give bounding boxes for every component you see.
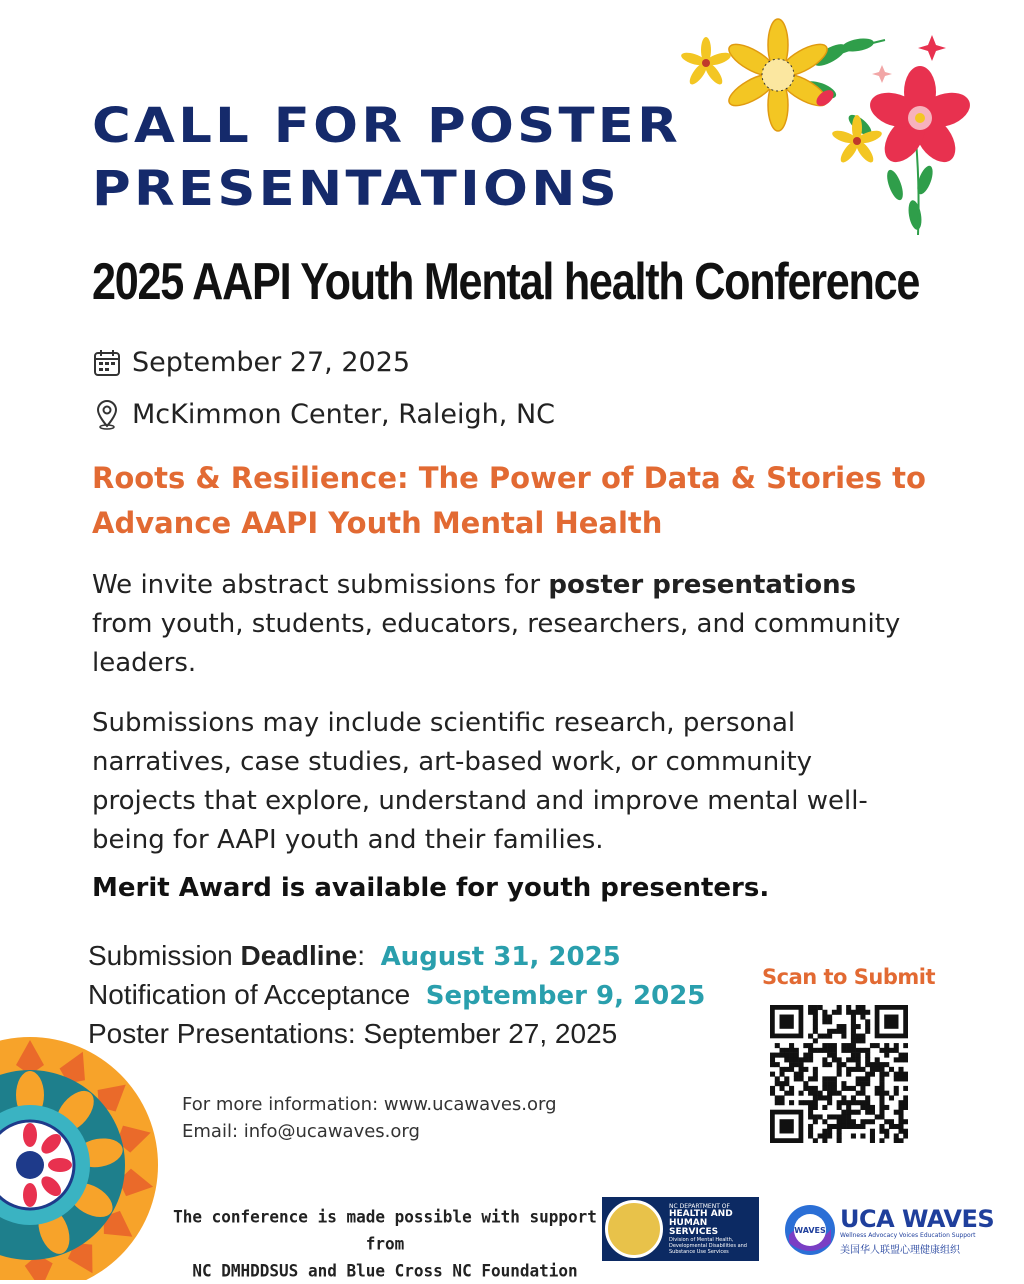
- nc-dhhs-logo: [602, 1197, 759, 1261]
- floral-decoration: [680, 10, 980, 245]
- uca-badge-text: WAVES: [794, 1226, 826, 1235]
- support-statement: [160, 1203, 610, 1284]
- merit-award-note: Merit Award is available for youth presenters.: [92, 873, 770, 903]
- deadline-colon: :: [357, 940, 365, 971]
- deadline-label: Deadline: [240, 940, 358, 971]
- map-pin-icon: [92, 398, 122, 430]
- uca-waves-logo-icon: [783, 1203, 837, 1257]
- contact-email: Email: info@ucawaves.org: [182, 1121, 420, 1142]
- conference-theme: Roots & Resilience: The Power of Data & Stories to Advance AAPI Youth Mental Health: [92, 461, 926, 540]
- conference-title: 2025 AAPI Youth Mental health Conference: [92, 253, 920, 311]
- uca-waves-title: UCA WAVES: [840, 1205, 995, 1233]
- nc-seal-icon: [605, 1200, 663, 1258]
- notification-date: September 9, 2025: [425, 981, 706, 1011]
- more-info-website: For more information: www.ucawaves.org: [182, 1094, 557, 1115]
- presentation-date-row: Poster Presentations: September 27, 2025: [88, 1018, 618, 1049]
- nc-logo-line-1: NC DEPARTMENT OF: [669, 1203, 730, 1210]
- notification-row: [88, 979, 705, 1011]
- intro-paragraph: [92, 566, 922, 683]
- mandala-decoration: [0, 1030, 160, 1280]
- submission-deadline-row: [88, 940, 621, 972]
- intro-text-before: We invite abstract submissions for: [92, 570, 549, 600]
- calendar-icon: [92, 348, 122, 378]
- submission-date: August 31, 2025: [380, 942, 621, 972]
- event-location-row: [92, 398, 555, 430]
- headline-line-2: PRESENTATIONS: [92, 161, 621, 217]
- headline-line-1: CALL FOR POSTER: [92, 98, 682, 154]
- qr-code[interactable]: [770, 1005, 908, 1143]
- support-line-1: The conference is made possible with support from: [173, 1206, 597, 1254]
- submissions-paragraph: Submissions may include scientific research, personal narratives, case studies, art-based work, or community projects that explore, understand and improve mental well-being for AAPI youth and their families.: [92, 708, 868, 855]
- uca-waves-subtitle-zh: 美国华人联盟心理健康组织: [840, 1245, 960, 1256]
- notification-label: Notification of Acceptance: [88, 979, 411, 1010]
- event-location: McKimmon Center, Raleigh, NC: [132, 398, 555, 430]
- nc-logo-line-3: HUMAN SERVICES: [669, 1218, 719, 1237]
- submission-label: Submission: [88, 940, 241, 971]
- nc-logo-line-4: Division of Mental Health, Developmental Disabilities and Substance Use Services: [669, 1237, 747, 1255]
- nc-logo-line-2: HEALTH AND: [669, 1209, 733, 1219]
- support-line-2: NC DMHDDSUS and Blue Cross NC Foundation: [192, 1260, 578, 1281]
- scan-to-submit-label: Scan to Submit: [762, 965, 936, 989]
- event-date: September 27, 2025: [132, 347, 411, 378]
- uca-waves-subtitle: Wellness Advocacy Voices Education Support: [840, 1232, 976, 1239]
- intro-text-after: from youth, students, educators, researchers, and community leaders.: [92, 609, 901, 678]
- event-date-row: [92, 347, 410, 378]
- intro-text-bold: poster presentations: [548, 570, 857, 600]
